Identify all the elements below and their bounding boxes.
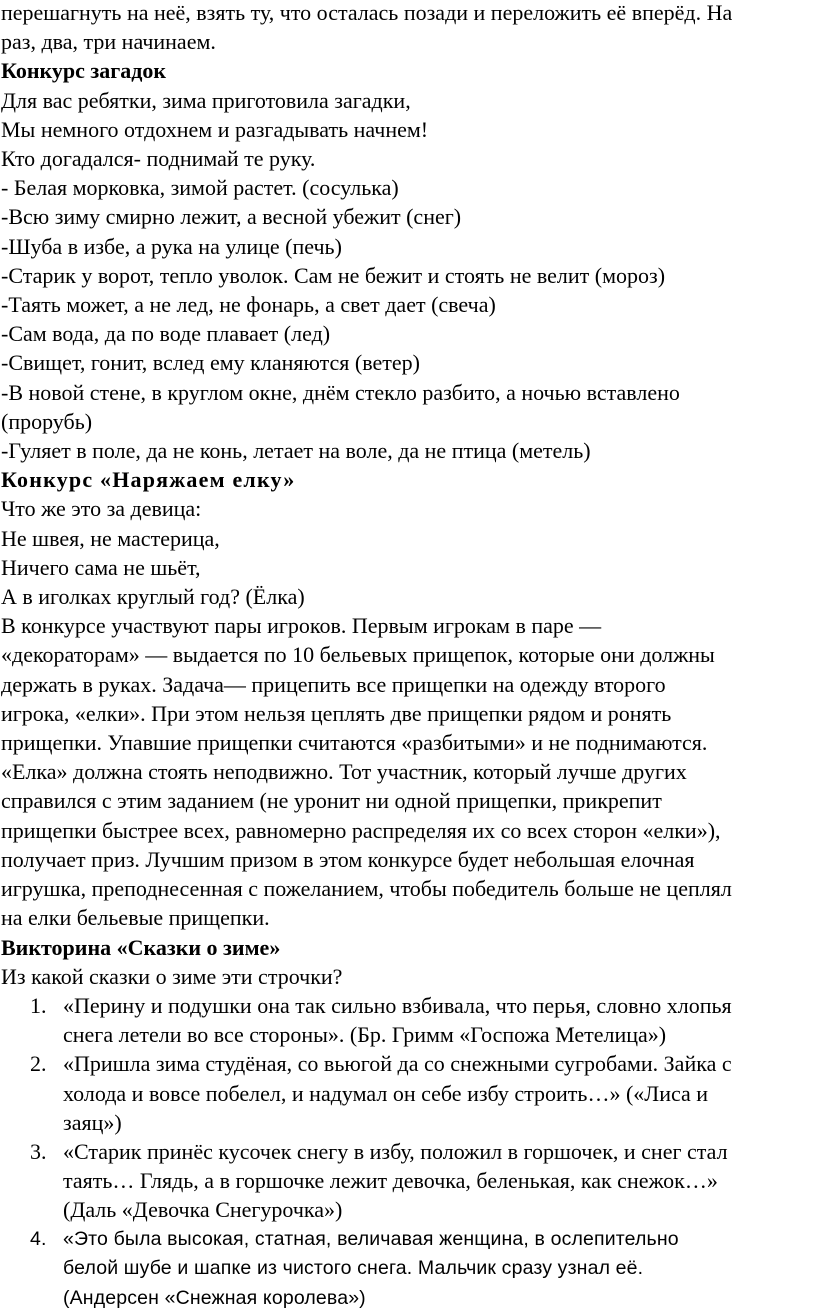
quiz-item — [1, 1049, 816, 1137]
rules-line: на елки бельевые прищепки. — [1, 903, 816, 932]
rules-line: В конкурсе участвуют пары игроков. Первым игрокам в паре — — [1, 611, 816, 640]
quiz-section — [1, 933, 816, 1313]
rules-line: прищепки быстрее всех, равномерно распределяя их со всех сторон «елки»), — [1, 816, 816, 845]
riddle-line: -Сам вода, да по воде плавает (лед) — [1, 319, 816, 348]
riddle-line: -Таять может, а не лед, не фонарь, а свет дает (свеча) — [1, 290, 816, 319]
poem-line: Ничего сама не шьёт, — [1, 553, 816, 582]
riddle-line: -Шуба в избе, а рука на улице (печь) — [1, 232, 816, 261]
rules-line: «декораторам» — выдается по 10 бельевых прищепок, которые они должны — [1, 640, 816, 669]
quiz-item-line: «Старик принёс кусочек снегу в избу, положил в горшочек, и снег стал — [63, 1137, 816, 1166]
rules-line: получает приз. Лучшим призом в этом конкурсе будет небольшая елочная — [1, 845, 816, 874]
riddles-heading: Конкурс загадок — [1, 56, 816, 85]
rules-line: держать в руках. Задача— прицепить все прищепки на одежду второго — [1, 670, 816, 699]
quiz-item-line: «Перину и подушки она так сильно взбивала, что перья, словно хлопья — [63, 991, 816, 1020]
rules-line: прищепки. Упавшие прищепки считаются «разбитыми» и не поднимаются. — [1, 728, 816, 757]
list-number: 4. — [30, 1225, 47, 1255]
quiz-heading: Викторина «Сказки о зиме» — [1, 933, 816, 962]
text-line: раз, два, три начинаем. — [1, 27, 816, 56]
rules-line: игрока, «елки». При этом нельзя цеплять две прищепки рядом и ронять — [1, 699, 816, 728]
quiz-item-line: таять… Глядь, а в горшочке лежит девочка, беленькая, как снежок…» — [63, 1166, 816, 1195]
poem-line: А в иголках круглый год? (Ёлка) — [1, 582, 816, 611]
riddle-line: -Старик у ворот, тепло уволок. Сам не бежит и стоять не велит (мороз) — [1, 261, 816, 290]
quiz-item-line: заяц») — [63, 1108, 816, 1137]
tree-contest-section — [1, 465, 816, 932]
quiz-item-line: (Андерсен «Снежная королева») — [63, 1284, 816, 1313]
quiz-item — [1, 991, 816, 1049]
quiz-question: Из какой сказки о зиме эти строчки? — [1, 962, 816, 991]
rules-line: игрушка, преподнесенная с пожеланием, чтобы победитель больше не цеплял — [1, 874, 816, 903]
quiz-item — [1, 1137, 816, 1225]
riddle-line: -В новой стене, в круглом окне, днём стекло разбито, а ночью вставлено — [1, 378, 816, 407]
riddle-line: Мы немного отдохнем и разгадывать начнем! — [1, 115, 816, 144]
quiz-item-line: (Даль «Девочка Снегурочка») — [63, 1195, 816, 1224]
quiz-item-line: белой шубе и шапке из чистого снега. Мальчик сразу узнал её. — [63, 1254, 816, 1284]
quiz-list — [1, 991, 816, 1313]
riddle-line: (прорубь) — [1, 407, 816, 436]
riddles-section — [1, 56, 816, 465]
rules-line: «Елка» должна стоять неподвижно. Тот участник, который лучше других — [1, 757, 816, 786]
quiz-item-line: «Пришла зима студёная, со вьюгой да со снежными сугробами. Зайка с — [63, 1049, 816, 1078]
rules-line: справился с этим заданием (не уронит ни одной прищепки, прикрепит — [1, 786, 816, 815]
riddle-line: Для вас ребятки, зима приготовила загадки, — [1, 86, 816, 115]
riddle-line: -Гуляет в поле, да не конь, летает на воле, да не птица (метель) — [1, 436, 816, 465]
quiz-item-line: «Это была высокая, статная, величавая женщина, в ослепительно — [63, 1225, 816, 1255]
riddle-line: Кто догадался- поднимай те руку. — [1, 144, 816, 173]
riddle-line: - Белая морковка, зимой растет. (сосулька) — [1, 173, 816, 202]
text-line: перешагнуть на неё, взять ту, что осталась позади и переложить её вперёд. На — [1, 0, 816, 27]
poem-line: Не швея, не мастерица, — [1, 524, 816, 553]
riddle-line: -Свищет, гонит, вслед ему кланяются (ветер) — [1, 348, 816, 377]
riddle-line: -Всю зиму смирно лежит, а весной убежит (снег) — [1, 202, 816, 231]
tree-contest-heading: Конкурс «Наряжаем елку» — [1, 465, 816, 494]
list-number: 2. — [30, 1049, 47, 1078]
quiz-item-line: холода и вовсе побелел, и надумал он себе избу строить…» («Лиса и — [63, 1079, 816, 1108]
poem-line: Что же это за девица: — [1, 494, 816, 523]
quiz-item — [1, 1225, 816, 1313]
list-number: 1. — [30, 991, 47, 1020]
list-number: 3. — [30, 1137, 47, 1166]
quiz-item-line: снега летели во все стороны». (Бр. Гримм «Госпожа Метелица») — [63, 1020, 816, 1049]
intro-paragraph — [1, 0, 816, 56]
